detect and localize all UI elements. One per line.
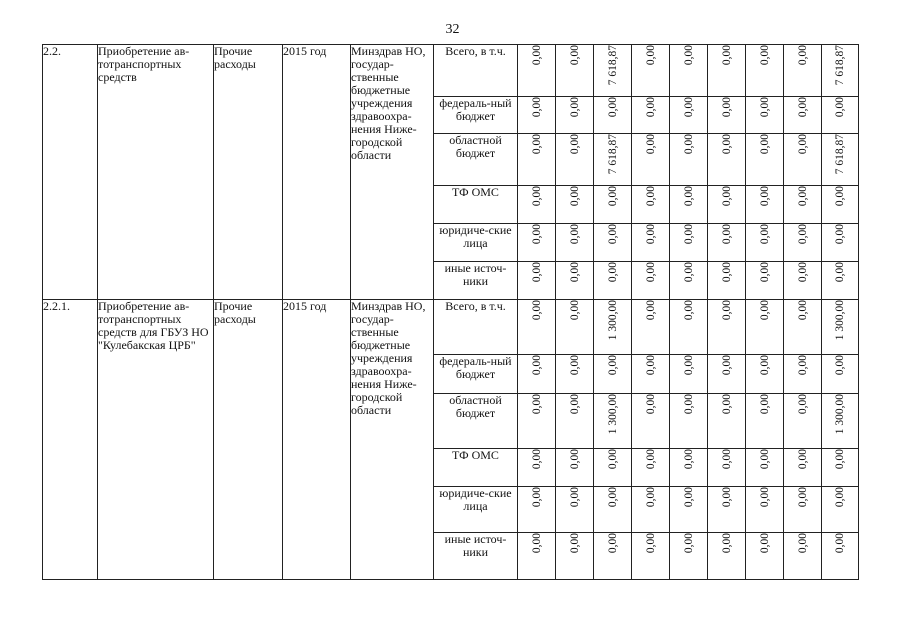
- value-text: 0,00: [682, 134, 695, 155]
- value-cell: [556, 134, 594, 186]
- value-cell: [518, 45, 556, 97]
- table-row: [43, 45, 859, 97]
- value-text: 0,00: [796, 355, 809, 376]
- value-cell: [670, 449, 708, 487]
- value-text: 0,00: [644, 97, 657, 118]
- value-cell: [632, 533, 670, 580]
- value-text: 0,00: [796, 134, 809, 155]
- value-cell: [822, 224, 859, 262]
- value-text: 0,00: [758, 533, 771, 554]
- value-text: 0,00: [796, 97, 809, 118]
- value-cell: [708, 487, 746, 533]
- funding-source: юридиче-ские лица: [434, 487, 518, 533]
- value-text: 0,00: [644, 45, 657, 66]
- value-cell: [708, 134, 746, 186]
- value-cell: [518, 300, 556, 355]
- value-cell: [784, 45, 822, 97]
- value-text: 0,00: [720, 134, 733, 155]
- value-text: 0,00: [606, 533, 619, 554]
- value-cell: [746, 186, 784, 224]
- value-cell: [708, 262, 746, 300]
- value-cell: [632, 45, 670, 97]
- value-cell: [784, 262, 822, 300]
- value-cell: [822, 355, 859, 394]
- value-text: 0,00: [720, 224, 733, 245]
- value-cell: [632, 224, 670, 262]
- value-text: 0,00: [568, 449, 581, 470]
- value-text: 0,00: [530, 134, 543, 155]
- value-text: 0,00: [530, 224, 543, 245]
- value-text: 7 618,87: [606, 134, 619, 175]
- funding-source: областной бюджет: [434, 134, 518, 186]
- table-row: [43, 300, 859, 355]
- value-cell: [518, 487, 556, 533]
- value-text: 0,00: [530, 262, 543, 283]
- value-text: 0,00: [644, 134, 657, 155]
- value-text: 0,00: [834, 487, 846, 508]
- value-text: 0,00: [758, 224, 771, 245]
- value-text: 0,00: [644, 394, 657, 415]
- value-cell: [746, 487, 784, 533]
- value-text: 0,00: [796, 394, 809, 415]
- value-text: 0,00: [834, 262, 846, 283]
- value-text: 0,00: [644, 449, 657, 470]
- value-cell: [594, 134, 632, 186]
- value-text: 0,00: [644, 487, 657, 508]
- value-cell: [594, 394, 632, 449]
- value-cell: [518, 186, 556, 224]
- value-text: 0,00: [682, 186, 695, 207]
- value-text: 0,00: [834, 355, 846, 376]
- value-text: 0,00: [682, 394, 695, 415]
- value-cell: [670, 134, 708, 186]
- value-cell: [518, 134, 556, 186]
- value-cell: [594, 533, 632, 580]
- value-text: 0,00: [568, 134, 581, 155]
- item-name: Приобретение ав-тотранспортных средств для ГБУЗ НО "Кулебакская ЦРБ": [98, 300, 214, 580]
- value-cell: [822, 134, 859, 186]
- value-cell: [822, 394, 859, 449]
- value-text: 0,00: [720, 355, 733, 376]
- value-text: 0,00: [834, 533, 846, 554]
- value-text: 0,00: [758, 45, 771, 66]
- value-text: 0,00: [606, 355, 619, 376]
- cost-type: Прочие расходы: [214, 300, 283, 580]
- value-text: 0,00: [758, 262, 771, 283]
- value-cell: [708, 97, 746, 134]
- value-cell: [594, 262, 632, 300]
- value-cell: [708, 186, 746, 224]
- value-cell: [632, 300, 670, 355]
- year: 2015 год: [283, 45, 351, 300]
- value-text: 0,00: [796, 449, 809, 470]
- funding-source: иные источ-ники: [434, 533, 518, 580]
- value-cell: [784, 533, 822, 580]
- value-cell: [822, 533, 859, 580]
- funding-source: федераль-ный бюджет: [434, 97, 518, 134]
- value-cell: [746, 262, 784, 300]
- value-cell: [632, 449, 670, 487]
- value-text: 0,00: [758, 449, 771, 470]
- value-cell: [746, 449, 784, 487]
- value-cell: [594, 355, 632, 394]
- value-cell: [518, 394, 556, 449]
- value-text: 0,00: [720, 97, 733, 118]
- value-cell: [784, 355, 822, 394]
- value-text: 0,00: [720, 186, 733, 207]
- value-text: 0,00: [568, 533, 581, 554]
- page-number: 32: [445, 22, 460, 37]
- value-text: 0,00: [682, 533, 695, 554]
- value-cell: [670, 355, 708, 394]
- value-cell: [632, 134, 670, 186]
- value-cell: [784, 97, 822, 134]
- value-text: 0,00: [606, 97, 619, 118]
- value-cell: [784, 394, 822, 449]
- value-text: 0,00: [644, 533, 657, 554]
- value-cell: [556, 186, 594, 224]
- value-cell: [784, 300, 822, 355]
- value-text: 0,00: [834, 449, 846, 470]
- value-cell: [822, 97, 859, 134]
- value-text: 0,00: [644, 224, 657, 245]
- value-text: 0,00: [758, 487, 771, 508]
- value-text: 0,00: [644, 262, 657, 283]
- value-text: 0,00: [568, 186, 581, 207]
- value-text: 0,00: [682, 45, 695, 66]
- value-cell: [708, 355, 746, 394]
- value-cell: [784, 186, 822, 224]
- value-text: 0,00: [796, 224, 809, 245]
- cost-type: Прочие расходы: [214, 45, 283, 300]
- value-cell: [822, 262, 859, 300]
- value-cell: [746, 394, 784, 449]
- value-cell: [746, 533, 784, 580]
- value-text: 0,00: [796, 487, 809, 508]
- value-text: 0,00: [720, 487, 733, 508]
- value-text: 0,00: [720, 262, 733, 283]
- value-text: 0,00: [758, 134, 771, 155]
- value-cell: [746, 224, 784, 262]
- value-text: 0,00: [530, 449, 543, 470]
- value-cell: [594, 97, 632, 134]
- value-cell: [518, 97, 556, 134]
- value-text: 0,00: [644, 355, 657, 376]
- value-text: 0,00: [682, 224, 695, 245]
- value-cell: [708, 45, 746, 97]
- value-text: 0,00: [720, 533, 733, 554]
- item-code: 2.2.1.: [43, 300, 98, 580]
- funding-source: Всего, в т.ч.: [434, 300, 518, 355]
- value-text: 0,00: [796, 186, 809, 207]
- value-text: 0,00: [606, 449, 619, 470]
- value-text: 0,00: [530, 394, 543, 415]
- value-cell: [708, 300, 746, 355]
- funding-source: Всего, в т.ч.: [434, 45, 518, 97]
- value-cell: [670, 97, 708, 134]
- value-text: 0,00: [682, 355, 695, 376]
- value-text: 0,00: [682, 97, 695, 118]
- value-cell: [670, 394, 708, 449]
- executor: Минздрав НО, государ-ственные бюджетные учреждения здравоохра-нения Ниже-городской области: [351, 300, 434, 580]
- value-cell: [670, 224, 708, 262]
- value-cell: [746, 300, 784, 355]
- value-cell: [670, 533, 708, 580]
- value-text: 0,00: [606, 487, 619, 508]
- value-cell: [822, 487, 859, 533]
- value-text: 0,00: [530, 45, 543, 66]
- value-text: 0,00: [530, 487, 543, 508]
- funding-source: юридиче-ские лица: [434, 224, 518, 262]
- value-text: 1 300,00: [606, 394, 619, 435]
- value-text: 0,00: [568, 97, 581, 118]
- value-cell: [822, 300, 859, 355]
- value-text: 0,00: [758, 355, 771, 376]
- value-cell: [594, 449, 632, 487]
- value-text: 0,00: [834, 224, 846, 245]
- value-cell: [822, 449, 859, 487]
- value-cell: [822, 45, 859, 97]
- value-cell: [594, 487, 632, 533]
- value-cell: [746, 355, 784, 394]
- value-text: 0,00: [720, 449, 733, 470]
- value-text: 0,00: [530, 97, 543, 118]
- value-cell: [556, 394, 594, 449]
- value-cell: [556, 45, 594, 97]
- value-cell: [784, 134, 822, 186]
- value-cell: [632, 186, 670, 224]
- value-text: 0,00: [530, 186, 543, 207]
- value-text: 0,00: [606, 262, 619, 283]
- value-text: 0,00: [682, 487, 695, 508]
- value-cell: [594, 186, 632, 224]
- value-text: 7 618,87: [606, 45, 619, 86]
- value-text: 0,00: [834, 186, 846, 207]
- value-cell: [784, 224, 822, 262]
- value-text: 0,00: [796, 533, 809, 554]
- value-cell: [632, 262, 670, 300]
- value-text: 0,00: [796, 45, 809, 66]
- value-cell: [632, 97, 670, 134]
- funding-source: областной бюджет: [434, 394, 518, 449]
- value-cell: [556, 97, 594, 134]
- value-cell: [746, 97, 784, 134]
- value-cell: [746, 134, 784, 186]
- value-cell: [784, 449, 822, 487]
- value-text: 0,00: [530, 533, 543, 554]
- value-text: 0,00: [606, 224, 619, 245]
- value-cell: [670, 487, 708, 533]
- value-text: 0,00: [530, 355, 543, 376]
- value-text: 0,00: [682, 449, 695, 470]
- funding-source: ТФ ОМС: [434, 449, 518, 487]
- executor: Минздрав НО, государ-ственные бюджетные учреждения здравоохра-нения Ниже-городской области: [351, 45, 434, 300]
- funding-source: ТФ ОМС: [434, 186, 518, 224]
- value-cell: [518, 355, 556, 394]
- value-cell: [594, 45, 632, 97]
- table-body: [43, 45, 859, 580]
- value-text: 0,00: [682, 262, 695, 283]
- value-text: 7 618,87: [834, 45, 846, 86]
- value-text: 0,00: [568, 45, 581, 66]
- year: 2015 год: [283, 300, 351, 580]
- value-cell: [556, 262, 594, 300]
- value-cell: [594, 300, 632, 355]
- value-text: 0,00: [758, 300, 771, 321]
- value-text: 0,00: [568, 262, 581, 283]
- value-cell: [518, 224, 556, 262]
- value-text: 0,00: [568, 224, 581, 245]
- value-cell: [556, 533, 594, 580]
- value-text: 0,00: [530, 300, 543, 321]
- value-text: 0,00: [568, 487, 581, 508]
- value-text: 0,00: [568, 394, 581, 415]
- item-code: 2.2.: [43, 45, 98, 300]
- value-text: 0,00: [758, 186, 771, 207]
- value-cell: [632, 355, 670, 394]
- value-cell: [670, 262, 708, 300]
- value-text: 0,00: [568, 355, 581, 376]
- item-name: Приобретение ав-тотранспортных средств: [98, 45, 214, 300]
- funding-source: иные источ-ники: [434, 262, 518, 300]
- value-text: 0,00: [720, 45, 733, 66]
- value-cell: [746, 45, 784, 97]
- value-text: 0,00: [796, 300, 809, 321]
- value-cell: [784, 487, 822, 533]
- value-cell: [518, 262, 556, 300]
- value-text: 0,00: [758, 97, 771, 118]
- value-cell: [556, 449, 594, 487]
- value-text: 0,00: [796, 262, 809, 283]
- value-text: 1 300,00: [606, 300, 619, 341]
- value-text: 1 300,00: [834, 300, 846, 341]
- value-cell: [822, 186, 859, 224]
- value-cell: [556, 300, 594, 355]
- value-cell: [556, 487, 594, 533]
- value-cell: [670, 186, 708, 224]
- value-text: 0,00: [758, 394, 771, 415]
- value-cell: [708, 449, 746, 487]
- value-cell: [670, 45, 708, 97]
- value-text: 0,00: [720, 300, 733, 321]
- value-cell: [708, 394, 746, 449]
- value-text: 0,00: [606, 186, 619, 207]
- value-text: 1 300,00: [834, 394, 846, 435]
- value-cell: [708, 533, 746, 580]
- value-text: 0,00: [644, 186, 657, 207]
- value-text: 0,00: [644, 300, 657, 321]
- funding-source: федераль-ный бюджет: [434, 355, 518, 394]
- value-text: 0,00: [720, 394, 733, 415]
- value-cell: [594, 224, 632, 262]
- value-cell: [632, 487, 670, 533]
- value-text: 0,00: [834, 97, 846, 118]
- value-cell: [708, 224, 746, 262]
- value-cell: [518, 449, 556, 487]
- value-cell: [670, 300, 708, 355]
- value-cell: [556, 355, 594, 394]
- budget-table: [42, 44, 859, 580]
- value-cell: [556, 224, 594, 262]
- value-text: 0,00: [682, 300, 695, 321]
- value-cell: [518, 533, 556, 580]
- value-text: 0,00: [568, 300, 581, 321]
- value-text: 7 618,87: [834, 134, 846, 175]
- value-cell: [632, 394, 670, 449]
